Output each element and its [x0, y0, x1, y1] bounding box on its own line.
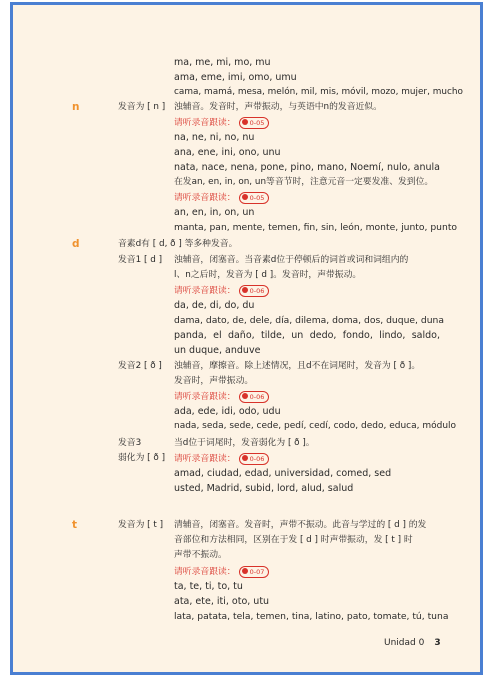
example-line: ta, te, ti, to, tu	[174, 581, 243, 592]
audio-prompt	[174, 565, 440, 579]
example-line: da, de, di, do, du	[174, 300, 255, 311]
play-icon	[242, 119, 248, 125]
audio-track-badge[interactable]	[239, 566, 270, 578]
audio-track-badge[interactable]	[239, 285, 270, 297]
track-number: 0-06	[249, 392, 265, 401]
audio-prompt-text: 请听录音跟读：	[174, 567, 236, 577]
track-number: 0-05	[249, 193, 265, 202]
pronunciation-description: 浊辅音，闭塞音。当音素d位于停顿后的词首或词和词组内的	[174, 255, 409, 265]
letter-heading-t: t	[72, 519, 78, 531]
example-line: lata, patata, tela, temen, tina, latino, pato, tomate, tú, tuna	[174, 611, 449, 622]
example-line: un duque, anduve	[174, 345, 261, 356]
example-line: nata, nace, nena, pone, pino, mano, Noemí, nulo, anula	[174, 162, 440, 173]
pronunciation-sublabel: 弱化为 [ ð ]	[118, 453, 166, 463]
page-footer	[384, 638, 441, 648]
play-icon	[242, 287, 248, 293]
example-line: nada, seda, sede, cede, pedí, cedí, codo, dedo, educa, módulo	[174, 421, 457, 431]
pronunciation-label: 发音为 [ t ]	[118, 520, 164, 530]
unit-label: Unidad 0	[384, 638, 425, 648]
example-line: ada, ede, idi, odo, udu	[174, 406, 281, 417]
pronunciation-label: 发音3	[118, 438, 142, 448]
section-intro: 音素d有 [ d, ð ] 等多种发音。	[118, 239, 238, 249]
example-line: dama, dato, de, dele, día, dilema, doma, dos, duque, duna	[174, 315, 444, 326]
pronunciation-description: l、n之后时，发音为 [ d ]。发音时，声带振动。	[174, 270, 362, 280]
example-line: ana, ene, ini, ono, unu	[174, 147, 281, 158]
audio-prompt	[174, 116, 440, 130]
example-line: ma, me, mi, mo, mu	[174, 57, 271, 68]
pronunciation-description: 声带不振动。	[174, 550, 227, 560]
audio-prompt	[174, 452, 440, 466]
pronunciation-note: 在发an, en, in, on, un等音节时，注意元音一定要发准、发到位。	[174, 177, 434, 187]
audio-prompt	[174, 284, 440, 298]
audio-track-badge[interactable]	[239, 391, 270, 403]
page-number: 3	[434, 638, 441, 648]
pronunciation-description: 发音时，声带振动。	[174, 376, 254, 386]
audio-track-badge[interactable]	[239, 453, 270, 465]
track-number: 0-06	[249, 454, 265, 463]
play-icon	[242, 455, 248, 461]
letter-heading-n: n	[72, 101, 80, 113]
audio-track-badge[interactable]	[239, 192, 270, 204]
example-line: cama, mamá, mesa, melón, mil, mis, móvil, mozo, mujer, mucho	[174, 87, 463, 97]
pronunciation-label: 发音1 [ d ]	[118, 255, 163, 265]
example-line: ama, eme, imi, omo, umu	[174, 72, 297, 83]
letter-heading-d: d	[72, 238, 80, 250]
audio-prompt-text: 请听录音跟读：	[174, 286, 236, 296]
track-number: 0-07	[249, 567, 265, 576]
audio-prompt-text: 请听录音跟读：	[174, 193, 236, 203]
example-line: an, en, in, on, un	[174, 207, 255, 218]
pronunciation-description: 浊辅音，摩擦音。除上述情况，且d不在词尾时，发音为 [ ð ]。	[174, 361, 421, 371]
play-icon	[242, 393, 248, 399]
pronunciation-label: 发音2 [ ð ]	[118, 361, 162, 371]
play-icon	[242, 194, 248, 200]
example-line: usted, Madrid, subid, lord, alud, salud	[174, 483, 354, 494]
play-icon	[242, 568, 248, 574]
audio-prompt	[174, 191, 440, 205]
pronunciation-description: 清辅音，闭塞音。发音时，声带不振动。此音与学过的 [ d ] 的发	[174, 520, 427, 530]
example-line: na, ne, ni, no, nu	[174, 132, 255, 143]
audio-prompt-text: 请听录音跟读：	[174, 392, 236, 402]
audio-prompt	[174, 390, 440, 404]
example-line: ata, ete, iti, oto, utu	[174, 596, 270, 607]
track-number: 0-05	[249, 118, 265, 127]
track-number: 0-06	[249, 286, 265, 295]
audio-prompt-text: 请听录音跟读：	[174, 454, 236, 464]
pronunciation-description: 浊辅音。发音时，声带振动，与英语中n的发音近似。	[174, 102, 382, 112]
pronunciation-label: 发音为 [ n ]	[118, 102, 166, 112]
example-line: panda, el daño, tilde, un dedo, fondo, lindo, saldo,	[174, 330, 440, 341]
audio-track-badge[interactable]	[239, 117, 270, 129]
example-line: manta, pan, mente, temen, fin, sin, león, monte, junto, punto	[174, 222, 458, 233]
audio-prompt-text: 请听录音跟读：	[174, 118, 236, 128]
pronunciation-description: 音部位和方法相同，区别在于发 [ d ] 时声带振动，发 [ t ] 时	[174, 535, 413, 545]
example-line: amad, ciudad, edad, universidad, comed, sed	[174, 468, 392, 479]
pronunciation-description: 当d位于词尾时，发音弱化为 [ ð ]。	[174, 438, 315, 448]
